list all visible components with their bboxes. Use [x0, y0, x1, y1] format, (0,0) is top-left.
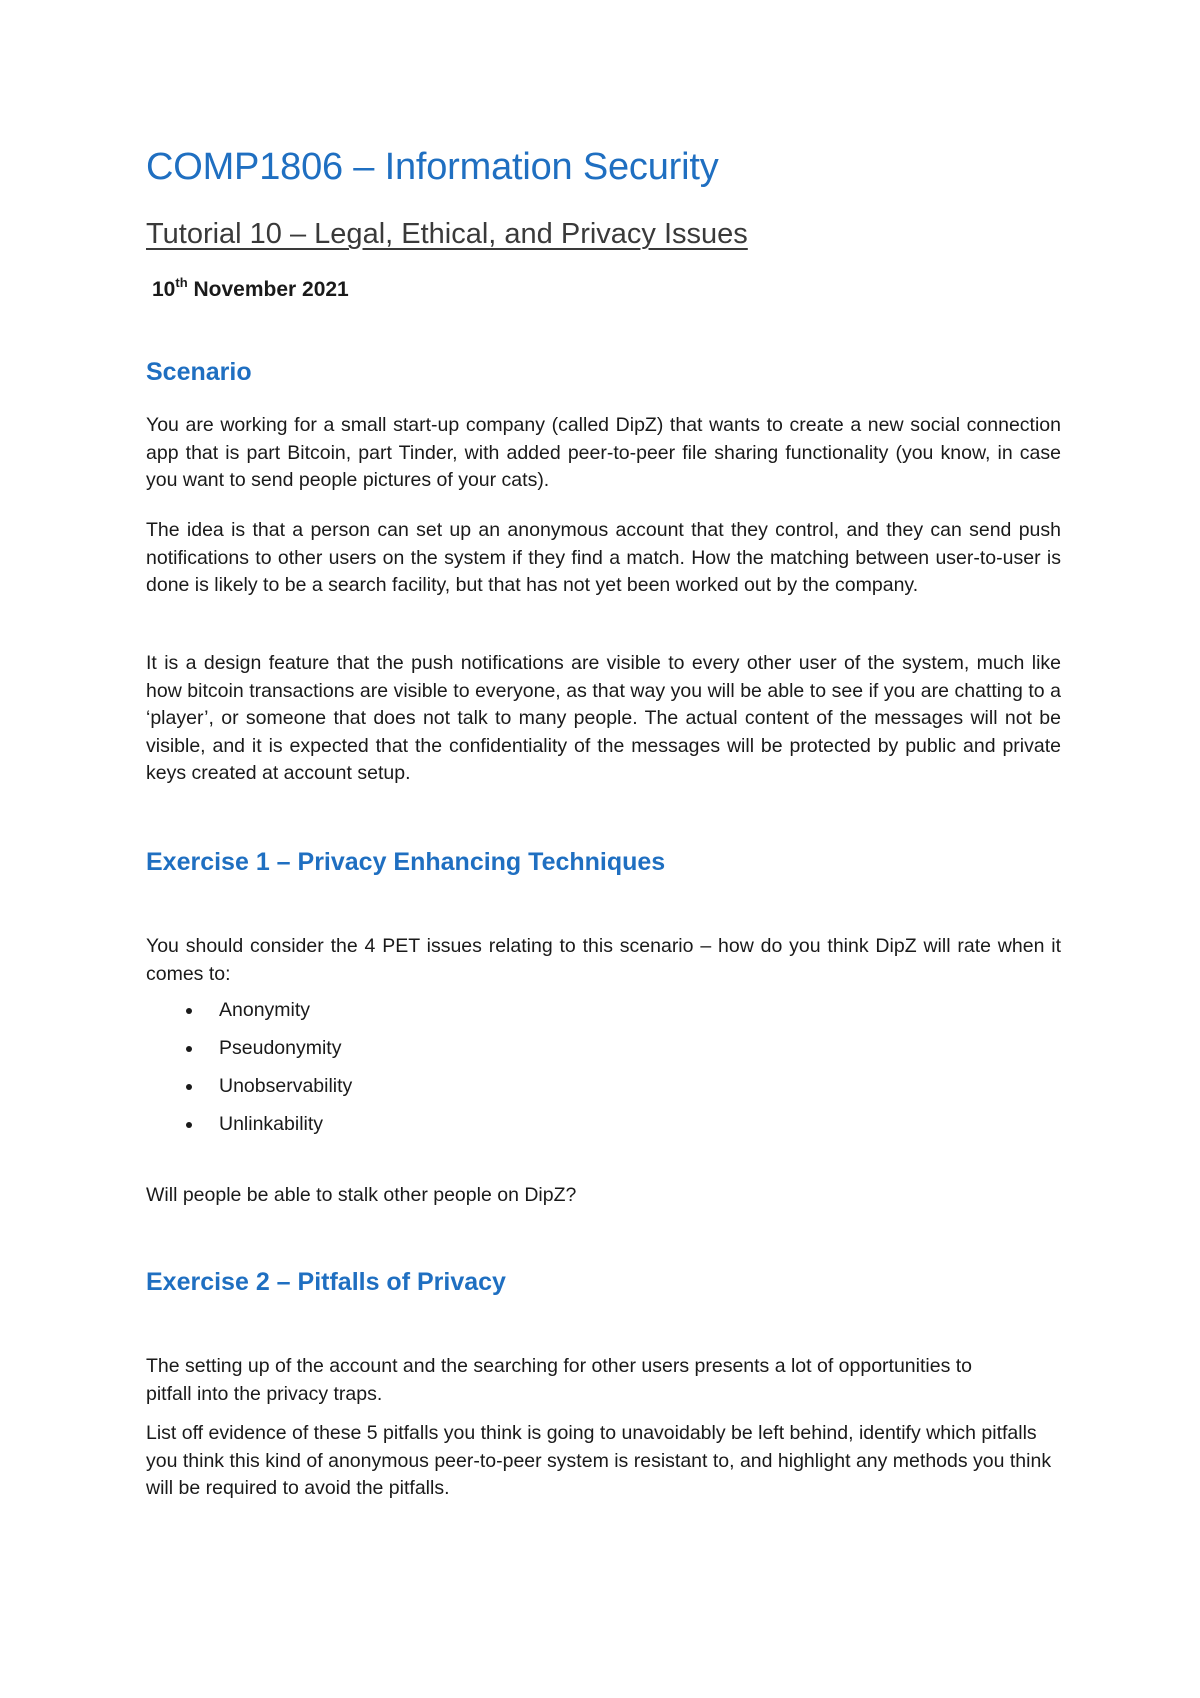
list-item-label: Unlinkability: [219, 1113, 324, 1135]
exercise2-heading: Exercise 2 – Pitfalls of Privacy: [146, 1268, 506, 1296]
list-item-label: Pseudonymity: [219, 1037, 342, 1059]
list-item: [146, 1111, 846, 1149]
exercise2-paragraph-1: The setting up of the account and the searching for other users presents a lot of opportunities to pitfall into the privacy traps.: [146, 1355, 973, 1405]
exercise1-heading: Exercise 1 – Privacy Enhancing Techniques: [146, 848, 666, 876]
exercise2-paragraph-2: List off evidence of these 5 pitfalls you think is going to unavoidably be left behind, identify which pitfalls you think this kind of anonymous peer-to-peer system is resistant to, and highlight any methods you think will be required to avoid the pitfalls.: [146, 1422, 1052, 1499]
pet-issues-list: [146, 997, 846, 1149]
list-item-label: Anonymity: [219, 999, 311, 1021]
scenario-heading: Scenario: [146, 358, 252, 386]
list-item: [146, 1073, 846, 1111]
exercise1-intro: You should consider the 4 PET issues relating to this scenario – how do you think DipZ will rate when it comes to:: [146, 935, 1061, 985]
bullet-icon: [186, 1008, 192, 1014]
bullet-icon: [186, 1122, 192, 1128]
document-title: COMP1806 – Information Security: [146, 146, 719, 188]
document-date: [152, 275, 349, 302]
scenario-paragraph-3: It is a design feature that the push notifications are visible to every other user of the system, much like how bitcoin transactions are visible to everyone, as that way you will be able to see if you are chatting to a ‘player’, or someone that does not talk to many people. The actual content of the messages will not be visible, and it is expected that the confidentiality of the messages will be protected by public and private keys created at account setup.: [146, 652, 1061, 784]
scenario-paragraph-2: The idea is that a person can set up an anonymous account that they control, and they can send push notifications to other users on the system if they find a match. How the matching between user-to-user is done is likely to be a search facility, but that has not yet been worked out by the company.: [146, 519, 1061, 596]
date-day: 10: [152, 278, 176, 301]
date-rest: November 2021: [187, 278, 349, 301]
scenario-paragraph-1: You are working for a small start-up company (called DipZ) that wants to create a new social connection app that is part Bitcoin, part Tinder, with added peer-to-peer file sharing functionality (you know, in case you want to send people pictures of your cats).: [146, 414, 1061, 491]
bullet-icon: [186, 1046, 192, 1052]
bullet-icon: [186, 1084, 192, 1090]
list-item: [146, 997, 846, 1035]
date-suffix: th: [175, 275, 188, 290]
document-subtitle: Tutorial 10 – Legal, Ethical, and Privacy Issues: [146, 218, 748, 250]
exercise1-question: Will people be able to stalk other people on DipZ?: [146, 1184, 577, 1206]
list-item-label: Unobservability: [219, 1075, 353, 1097]
list-item: [146, 1035, 846, 1073]
